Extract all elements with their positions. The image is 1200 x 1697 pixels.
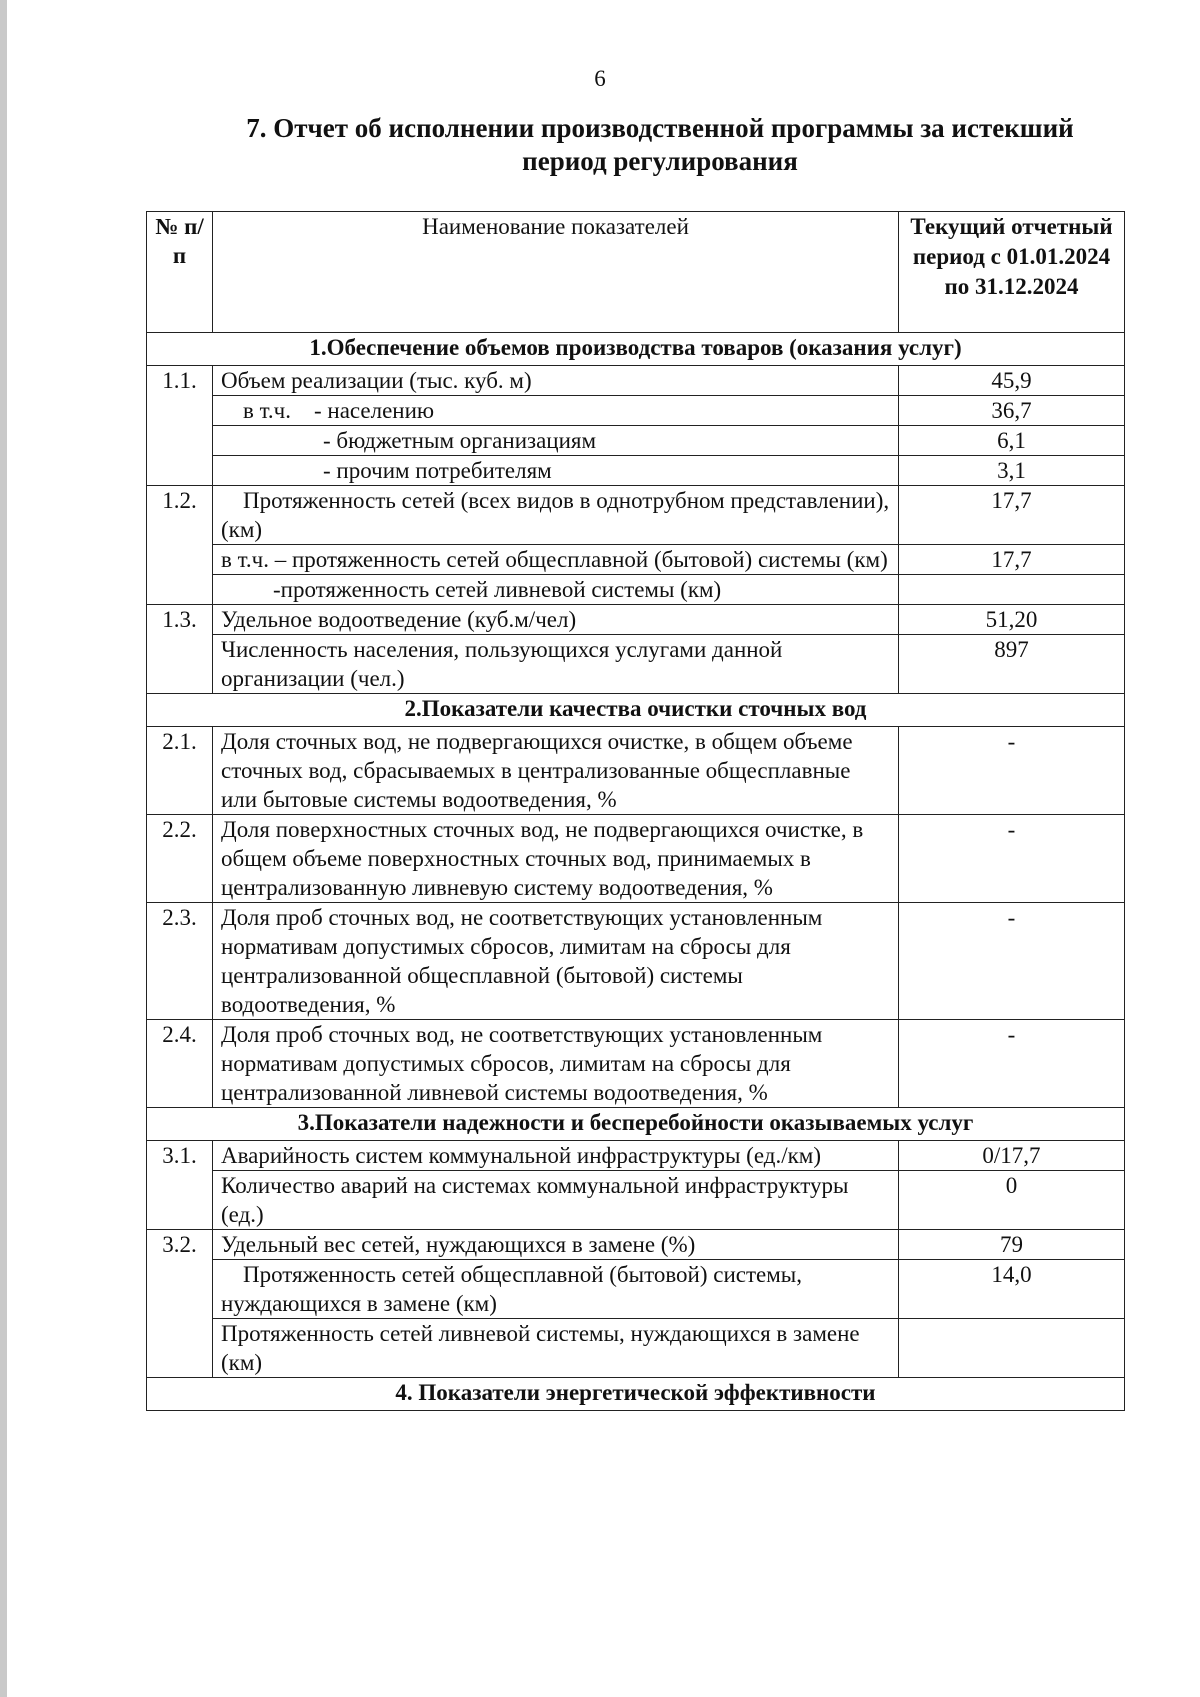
table-row [147,727,1125,815]
row-value: - [899,815,1125,903]
table-row [147,903,1125,1020]
header-name: Наименование показателей [213,212,899,333]
table-row [147,366,1125,396]
table-row [147,426,1125,456]
section-row [147,694,1125,727]
table-row [147,456,1125,486]
row-name: Доля проб сточных вод, не соответствующих установленным нормативам допустимых сбросов, лимитам на сбросы для централизованной ливневой системы водоотведения, % [213,1020,899,1108]
row-name: - прочим потребителям [213,456,899,486]
row-name: Доля поверхностных сточных вод, не подвергающихся очистке, в общем объеме поверхностных сточных вод, принимаемых в централизованную ливневую систему водоотведения, % [213,815,899,903]
row-value: 17,7 [899,545,1125,575]
table-row [147,575,1125,605]
table-row [147,545,1125,575]
section-2-title: 2.Показатели качества очистки сточных вод [147,694,1125,727]
row-value: 897 [899,635,1125,694]
row-name: в т.ч. - населению [213,396,899,426]
row-value: 6,1 [899,426,1125,456]
report-table [146,211,1125,1411]
row-name: Удельное водоотведение (куб.м/чел) [213,605,899,635]
section-4-title: 4. Показатели энергетической эффективности [147,1378,1125,1411]
row-num: 1.1. [147,366,213,486]
row-num: 2.1. [147,727,213,815]
table-row [147,396,1125,426]
row-value: 17,7 [899,486,1125,545]
row-num: 2.3. [147,903,213,1020]
page-number: 6 [594,66,606,91]
section-row [147,1378,1125,1411]
row-name: Объем реализации (тыс. куб. м) [213,366,899,396]
row-num: 3.2. [147,1230,213,1378]
row-name: Удельный вес сетей, нуждающихся в замене (%) [213,1230,899,1260]
table-row [147,635,1125,694]
page-title [180,112,1140,178]
row-value: 36,7 [899,396,1125,426]
table-row [147,605,1125,635]
row-name: Количество аварий на системах коммунальной инфраструктуры (ед.) [213,1171,899,1230]
row-num: 3.1. [147,1141,213,1230]
row-name: Протяженность сетей (всех видов в однотрубном представлении), (км) [213,486,899,545]
row-value: 0 [899,1171,1125,1230]
row-value: - [899,1020,1125,1108]
section-row [147,333,1125,366]
row-num: 1.2. [147,486,213,605]
row-name: Протяженность сетей ливневой системы, нуждающихся в замене (км) [213,1319,899,1378]
table-row [147,486,1125,545]
row-num: 1.3. [147,605,213,694]
title-line-1: 7. Отчет об исполнении производственной программы за истекший [246,113,1074,143]
table-row [147,1141,1125,1171]
scan-edge [0,0,7,1697]
section-1-title: 1.Обеспечение объемов производства товаров (оказания услуг) [147,333,1125,366]
row-value: 3,1 [899,456,1125,486]
row-name: Доля проб сточных вод, не соответствующих установленным нормативам допустимых сбросов, лимитам на сбросы для централизованной общесплавной (бытовой) системы водоотведения, % [213,903,899,1020]
table-row [147,1230,1125,1260]
header-period: Текущий отчетный период с 01.01.2024 по 31.12.2024 [899,212,1125,333]
row-value: - [899,903,1125,1020]
table-row [147,815,1125,903]
row-name: Доля сточных вод, не подвергающихся очистке, в общем объеме сточных вод, сбрасываемых в централизованные общесплавные или бытовые системы водоотведения, % [213,727,899,815]
table-header-row [147,212,1125,333]
row-num: 2.4. [147,1020,213,1108]
row-name: - бюджетным организациям [213,426,899,456]
row-name: Численность населения, пользующихся услугами данной организации (чел.) [213,635,899,694]
section-row [147,1108,1125,1141]
row-name: Аварийность систем коммунальной инфраструктуры (ед./км) [213,1141,899,1171]
row-num: 2.2. [147,815,213,903]
section-3-title: 3.Показатели надежности и бесперебойности оказываемых услуг [147,1108,1125,1141]
row-value: 79 [899,1230,1125,1260]
row-name: Протяженность сетей общесплавной (бытовой) системы, нуждающихся в замене (км) [213,1260,899,1319]
row-value: 45,9 [899,366,1125,396]
row-value: - [899,727,1125,815]
table-row [147,1319,1125,1378]
title-line-2: период регулирования [522,146,798,176]
table-row [147,1260,1125,1319]
row-name: -протяженность сетей ливневой системы (км) [213,575,899,605]
header-num: № п/п [147,212,213,333]
row-value: 51,20 [899,605,1125,635]
row-name: в т.ч. – протяженность сетей общесплавной (бытовой) системы (км) [213,545,899,575]
row-value-empty [899,1319,1125,1378]
table-row [147,1171,1125,1230]
row-value-empty [899,575,1125,605]
row-value: 14,0 [899,1260,1125,1319]
table-row [147,1020,1125,1108]
row-value: 0/17,7 [899,1141,1125,1171]
